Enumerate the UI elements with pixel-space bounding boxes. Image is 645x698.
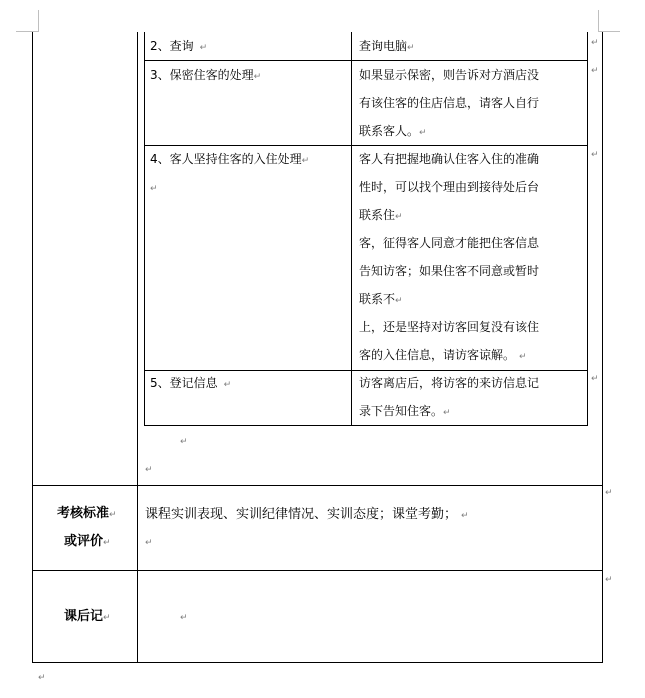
row-end-mark: ↵ [591,374,599,384]
crop-mark-right-vertical [598,10,599,32]
inner-row-line-2 [144,145,588,146]
assessment-label: 考核标准↵ [57,506,117,521]
row-end-mark: ↵ [605,488,613,498]
inner-row-line-1 [144,60,588,61]
outer-left-border [32,32,33,663]
paragraph-mark: ↵ [180,437,188,447]
outer-bottom-border [32,662,603,663]
inner-bottom-border [144,425,588,426]
row-end-mark: ↵ [591,66,599,76]
outer-row-divider-1 [32,485,603,486]
paragraph-mark: ↵ [38,673,46,683]
table-row-item: 4、客人坚持住客的入住处理↵ [150,152,310,166]
inner-right-border [587,32,588,426]
row-end-mark: ↵ [591,38,599,48]
outer-row-divider-2 [32,570,603,571]
assessment-content: 课程实训表现、实训纪律情况、实训态度；课堂考勤； ↵ [145,507,469,522]
outer-right-border [602,32,603,663]
crop-mark-left-horizontal [16,31,38,32]
table-row-item: 5、登记信息 ↵ [150,376,232,390]
assessment-label-line2: 或评价↵ [64,534,111,549]
paragraph-mark: ↵ [145,538,153,548]
outer-divider [137,32,138,663]
table-row-item: 2、查询 ↵ [150,39,208,53]
inner-left-border [144,32,145,426]
after-class-label: 课后记↵ [64,609,111,624]
crop-mark-left-vertical [38,10,39,32]
paragraph-mark: ↵ [145,465,153,475]
table-row-detail: 查询电脑↵ [359,39,415,53]
after-class-content: ↵ [180,613,188,623]
row-end-mark: ↵ [591,150,599,160]
inner-row-line-3 [144,370,588,371]
inner-divider [351,32,352,426]
row-end-mark: ↵ [605,575,613,585]
paragraph-mark: ↵ [150,184,158,194]
table-row-item: 3、保密住客的处理↵ [150,68,262,82]
